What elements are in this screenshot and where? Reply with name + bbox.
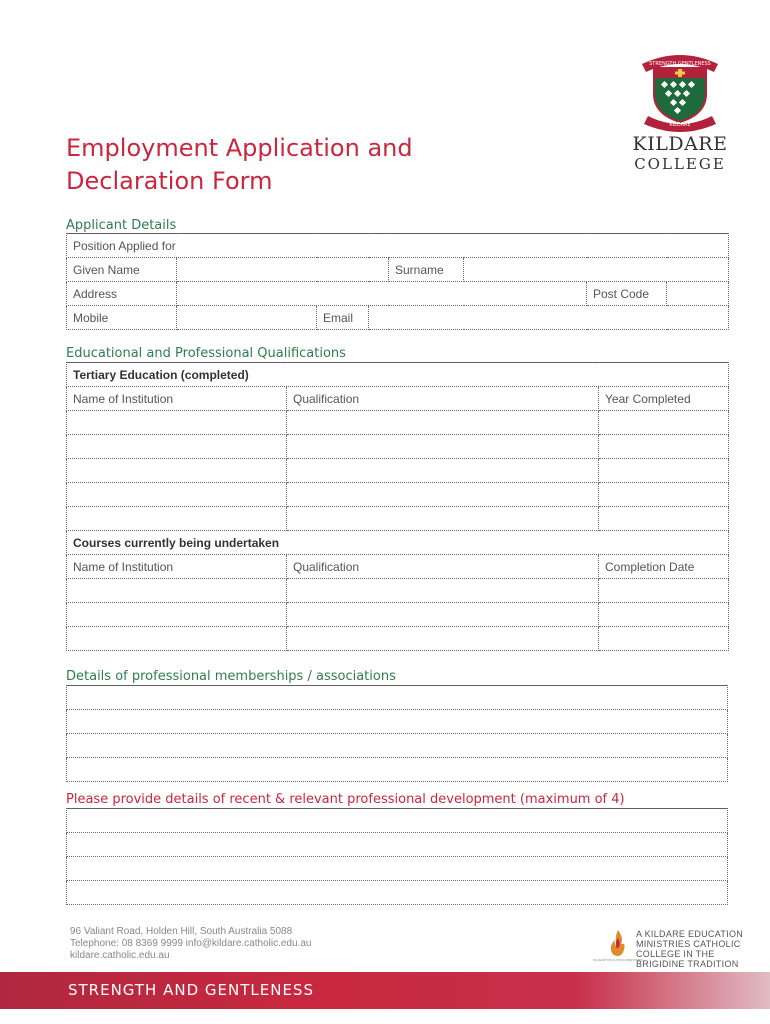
kem-logo-text: KILDARE EDUCATION MINISTRIES <box>593 958 643 962</box>
logo-name-line1: KILDARE <box>632 133 728 155</box>
email-label: Email <box>317 306 369 330</box>
post-code-label: Post Code <box>587 282 667 306</box>
college-logo <box>628 50 732 173</box>
table-row <box>67 435 729 459</box>
section-heading-memberships: Details of professional memberships / associations <box>66 669 396 684</box>
table-cell[interactable] <box>599 435 729 459</box>
kem-line: BRIGIDINE TRADITION <box>636 959 739 969</box>
tertiary-col-year: Year Completed <box>599 387 729 411</box>
memberships-line[interactable] <box>67 686 728 710</box>
table-cell[interactable] <box>287 579 599 603</box>
footer-address-block <box>70 926 311 962</box>
table-cell[interactable] <box>599 483 729 507</box>
development-line[interactable] <box>67 809 728 833</box>
development-table <box>66 808 728 905</box>
crest-scroll: KILDARE <box>669 122 691 128</box>
crest-motto: STRENGTH GENTLENESS <box>649 61 711 67</box>
table-cell[interactable] <box>599 579 729 603</box>
development-line[interactable] <box>67 857 728 881</box>
footer-address: 96 Valiant Road, Holden Hill, South Australia 5088 <box>70 926 293 937</box>
table-cell[interactable] <box>287 507 599 531</box>
footer-contact: Telephone: 08 8369 9999 info@kildare.catholic.edu.au <box>70 938 312 949</box>
table-cell[interactable] <box>67 459 287 483</box>
table-cell[interactable] <box>287 459 599 483</box>
post-code-field[interactable] <box>667 282 729 306</box>
table-row <box>67 459 729 483</box>
development-line[interactable] <box>67 881 728 905</box>
table-cell[interactable] <box>67 507 287 531</box>
position-applied-label[interactable]: Position Applied for <box>67 234 729 258</box>
table-row <box>67 627 729 651</box>
table-row <box>67 710 728 734</box>
table-cell[interactable] <box>287 411 599 435</box>
kem-line: A KILDARE EDUCATION <box>636 929 744 939</box>
table-cell[interactable] <box>67 411 287 435</box>
page-title <box>66 132 413 198</box>
given-name-field[interactable] <box>177 258 389 282</box>
mobile-field[interactable] <box>177 306 317 330</box>
table-row <box>67 809 728 833</box>
development-line[interactable] <box>67 833 728 857</box>
mobile-label: Mobile <box>67 306 177 330</box>
table-cell[interactable] <box>67 627 287 651</box>
qualifications-table <box>66 362 729 651</box>
section-heading-development: Please provide details of recent & relevant professional development (maximum of 4) <box>66 792 625 807</box>
address-field[interactable] <box>177 282 587 306</box>
courses-undertaken-heading: Courses currently being undertaken <box>67 531 729 555</box>
courses-col-completion: Completion Date <box>599 555 729 579</box>
address-label: Address <box>67 282 177 306</box>
footer-banner-text: STRENGTH AND GENTLENESS <box>68 981 314 999</box>
table-cell[interactable] <box>599 459 729 483</box>
table-cell[interactable] <box>287 627 599 651</box>
surname-label: Surname <box>389 258 464 282</box>
table-cell[interactable] <box>67 483 287 507</box>
memberships-line[interactable] <box>67 734 728 758</box>
table-cell[interactable] <box>287 603 599 627</box>
table-cell[interactable] <box>67 603 287 627</box>
table-row <box>67 603 729 627</box>
table-row <box>67 507 729 531</box>
title-line1: Employment Application and <box>66 134 413 162</box>
courses-col-institution: Name of Institution <box>67 555 287 579</box>
footer-banner <box>0 972 770 1009</box>
kem-logo <box>593 928 643 967</box>
kem-statement <box>636 929 743 969</box>
memberships-table <box>66 685 728 782</box>
footer-website: kildare.catholic.edu.au <box>70 950 170 961</box>
table-cell[interactable] <box>287 435 599 459</box>
email-field[interactable] <box>369 306 729 330</box>
section-heading-applicant: Applicant Details <box>66 218 177 233</box>
table-cell[interactable] <box>599 507 729 531</box>
table-row <box>67 881 728 905</box>
table-cell[interactable] <box>287 483 599 507</box>
table-row <box>67 483 729 507</box>
tertiary-col-qualification: Qualification <box>287 387 599 411</box>
title-line2: Declaration Form <box>66 167 273 195</box>
table-row <box>67 857 728 881</box>
surname-field[interactable] <box>464 258 729 282</box>
table-cell[interactable] <box>67 579 287 603</box>
crest-icon <box>634 50 726 130</box>
table-row <box>67 579 729 603</box>
kem-line: MINISTRIES CATHOLIC <box>636 939 741 949</box>
logo-name-line2: COLLEGE <box>634 155 726 173</box>
table-row <box>67 833 728 857</box>
table-cell[interactable] <box>599 603 729 627</box>
table-cell[interactable] <box>67 435 287 459</box>
memberships-line[interactable] <box>67 758 728 782</box>
given-name-label: Given Name <box>67 258 177 282</box>
table-cell[interactable] <box>599 411 729 435</box>
table-cell[interactable] <box>599 627 729 651</box>
applicant-details-table <box>66 233 729 330</box>
kem-line: COLLEGE IN THE <box>636 949 715 959</box>
table-row <box>67 411 729 435</box>
kem-flame-icon <box>593 928 643 962</box>
tertiary-col-institution: Name of Institution <box>67 387 287 411</box>
table-row <box>67 758 728 782</box>
memberships-line[interactable] <box>67 710 728 734</box>
table-row <box>67 686 728 710</box>
section-heading-qualifications: Educational and Professional Qualifications <box>66 346 346 361</box>
table-row <box>67 734 728 758</box>
courses-col-qualification: Qualification <box>287 555 599 579</box>
tertiary-education-heading: Tertiary Education (completed) <box>67 363 729 387</box>
